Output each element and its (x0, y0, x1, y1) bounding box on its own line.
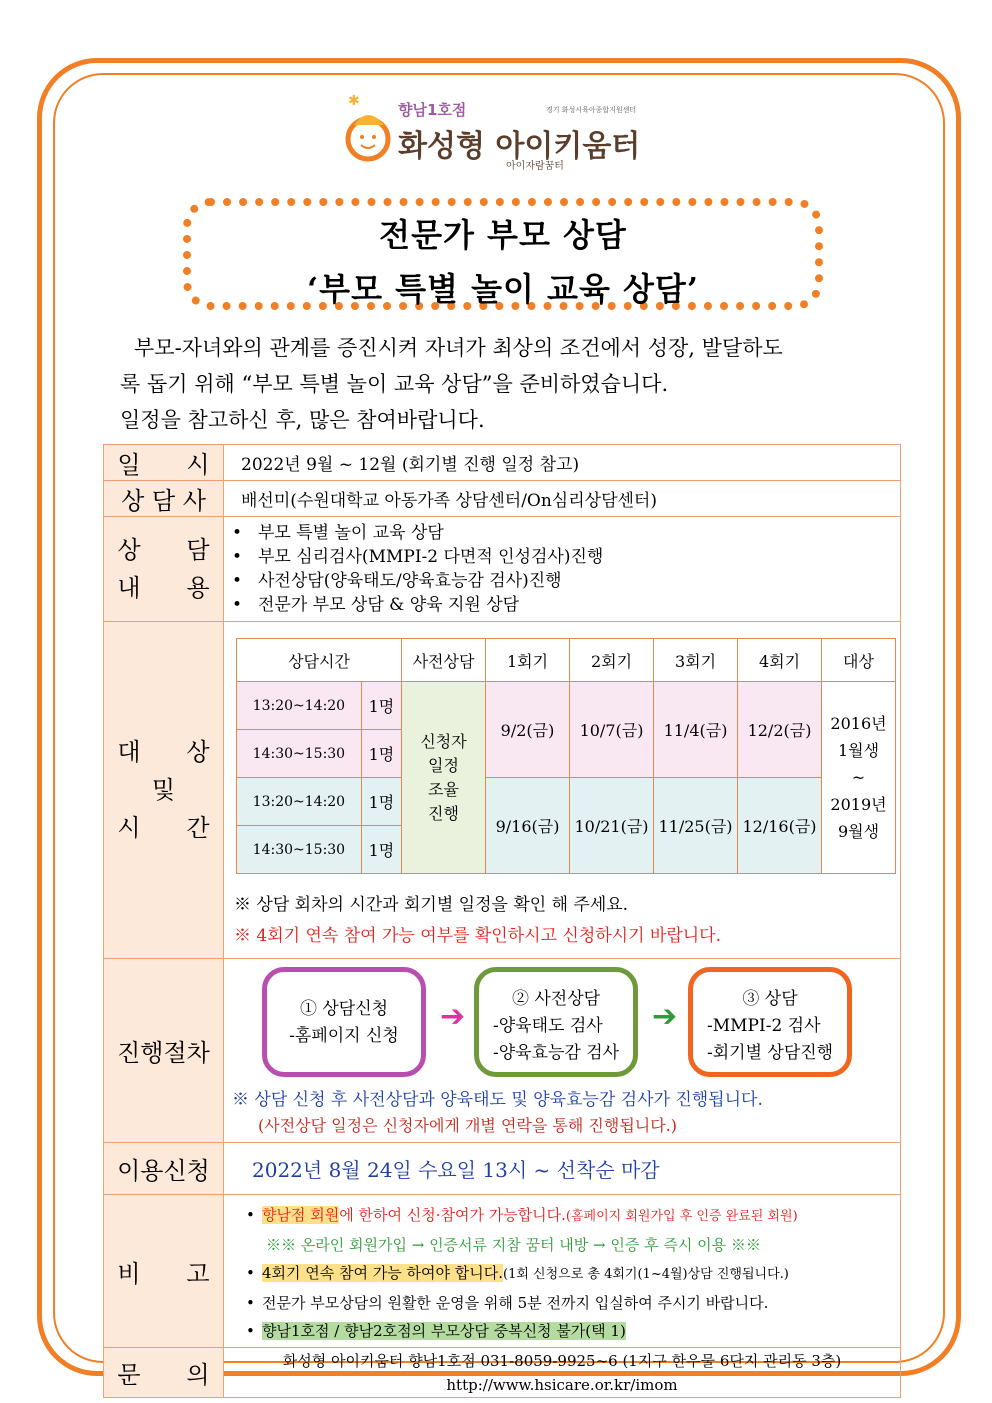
content-label-2: 내 용 (117, 574, 210, 602)
process-label: 진행절차 (104, 959, 224, 1143)
content-label (104, 517, 224, 622)
counselor-label: 상 담 사 (104, 481, 224, 517)
remark-highlight: 향남점 회원 (262, 1206, 340, 1224)
date-value: 2022년 9월 ~ 12월 (회기별 진행 일정 참고) (224, 445, 901, 481)
process-cell (224, 959, 901, 1143)
group2-session-4: 12/16(금) (738, 778, 822, 874)
group2-session-3: 11/25(금) (654, 778, 738, 874)
logo-branch: 향남1호점 (398, 101, 467, 119)
header-session-2: 2회기 (570, 639, 654, 682)
schedule-table (236, 638, 896, 874)
logo-name: 화성형 아이키움터 (398, 129, 641, 164)
time-slot: 14:30~15:30 (237, 730, 362, 778)
schedule-cell (224, 622, 901, 959)
contact-cell (224, 1348, 901, 1398)
step-3-box (688, 967, 852, 1077)
step-2-line: -양육효능감 검사 (493, 1042, 620, 1063)
remark-small: (홈페이지 회원가입 후 인증 완료된 회원) (565, 1209, 798, 1224)
target-label-2: 및 (151, 776, 176, 804)
step-1-title: ① 상담신청 (299, 998, 389, 1019)
group1-session-1: 9/2(금) (486, 682, 570, 778)
group2-session-1: 9/16(금) (486, 778, 570, 874)
capacity: 1명 (361, 682, 401, 730)
target-line: 2016년 (830, 714, 887, 733)
header-time: 상담시간 (237, 639, 402, 682)
list-item: • 부모 특별 놀이 교육 상담 (232, 521, 900, 545)
capacity: 1명 (361, 778, 401, 826)
logo-org: 경기 화성시육아종합지원센터 (546, 106, 637, 114)
group1-session-4: 12/2(금) (738, 682, 822, 778)
header-session-1: 1회기 (486, 639, 570, 682)
remark-item: ※※ 온라인 회원가입 → 인증서류 지참 꿈터 내방 → 인증 후 즉시 이용 ※※ (266, 1236, 761, 1254)
header-target: 대상 (822, 639, 896, 682)
pre-consult-line: 조율 (428, 779, 459, 799)
content-list (224, 517, 900, 621)
list-item: • 사전상담(양육태도/양육효능감 검사)진행 (232, 569, 900, 593)
pre-consult-line: 진행 (428, 803, 459, 823)
pre-consult-line: 일정 (428, 755, 459, 775)
process-flow (224, 961, 900, 1141)
intro-line-3: 일정을 참고하신 후, 많은 참여바랍니다. (120, 408, 485, 432)
target-line: 1월생 (837, 741, 880, 760)
step-3-line: -회기별 상담진행 (707, 1042, 834, 1063)
header-session-3: 3회기 (654, 639, 738, 682)
counselor-value: 배선미(수원대학교 아동가족 상담센터/On심리상담센터) (224, 481, 901, 517)
pre-consult-cell (402, 682, 486, 874)
intro-text (112, 330, 902, 438)
header-session-4: 4회기 (738, 639, 822, 682)
schedule-note-2: ※ 4회기 연속 참여 가능 여부를 확인하시고 신청하시기 바랍니다. (234, 926, 721, 946)
process-note-1: ※ 상담 신청 후 사전상담과 양육태도 및 양육효능감 검사가 진행됩니다. (232, 1089, 763, 1110)
step-3-title: ③ 상담 (742, 988, 798, 1009)
group2-session-2: 10/21(금) (570, 778, 654, 874)
remarks-label: 비 고 (104, 1195, 224, 1348)
group1-session-3: 11/4(금) (654, 682, 738, 778)
svg-text:✱: ✱ (348, 95, 360, 109)
step-3-line: -MMPI-2 검사 (707, 1015, 821, 1036)
time-slot: 14:30~15:30 (237, 826, 362, 874)
target-line: 9월생 (837, 822, 880, 841)
target-line: 2019년 (830, 795, 887, 814)
schedule-note-1: ※ 상담 회차의 시간과 회기별 일정을 확인 해 주세요. (234, 895, 629, 915)
pre-consult-line: 신청자 (420, 731, 467, 751)
arrow-right-icon: ➔ (440, 998, 466, 1034)
group1-session-2: 10/7(금) (570, 682, 654, 778)
arrow-right-icon: ➔ (652, 998, 678, 1034)
apply-value: 2022년 8월 24일 수요일 13시 ~ 선착순 마감 (224, 1143, 901, 1195)
remark-item (246, 1317, 900, 1345)
contact-label: 문 의 (104, 1348, 224, 1398)
page-title: 전문가 부모 상담 (379, 216, 627, 254)
step-2-title: ② 사전상담 (511, 988, 601, 1009)
info-table (103, 444, 901, 1398)
page-subtitle: ‘부모 특별 놀이 교육 상담’ (307, 270, 699, 308)
target-label-3: 시 간 (117, 814, 210, 842)
list-item: • 전문가 부모 상담 & 양육 지원 상담 (232, 593, 900, 617)
time-slot: 13:20~14:20 (237, 778, 362, 826)
remark-item (246, 1259, 900, 1289)
step-1-box (262, 967, 426, 1077)
intro-line-2: 록 돕기 위해 “부모 특별 놀이 교육 상담”을 준비하였습니다. (120, 372, 669, 396)
capacity: 1명 (361, 730, 401, 778)
remarks-list (224, 1195, 901, 1348)
apply-label: 이용신청 (104, 1143, 224, 1195)
step-2-line: -양육태도 검사 (493, 1015, 603, 1036)
process-note-2: (사전상담 일정은 신청자에게 개별 연락을 통해 진행됩니다.) (258, 1115, 678, 1135)
remark-text: 에 한하여 신청·참여가 가능합니다. (339, 1206, 566, 1224)
intro-line-1: 부모-자녀와의 관계를 증진시켜 자녀가 최상의 조건에서 성장, 발달하도 (134, 336, 783, 360)
step-1-line: -홈페이지 신청 (289, 1025, 399, 1046)
step-2-box (474, 967, 638, 1077)
content-list-cell (224, 517, 901, 622)
target-label (104, 622, 224, 959)
list-item: • 부모 심리검사(MMPI-2 다면적 인성검사)진행 (232, 545, 900, 569)
target-label-1: 대 상 (117, 738, 210, 766)
target-line: ~ (851, 768, 866, 787)
date-label: 일 시 (104, 445, 224, 481)
remark-item (246, 1201, 900, 1231)
capacity: 1명 (361, 826, 401, 874)
remark-highlight: 4회기 연속 참여 가능 하여야 합니다. (262, 1264, 504, 1282)
contact-url[interactable]: http://www.hsicare.or.kr/imom (446, 1375, 678, 1394)
target-cell (822, 682, 896, 874)
logo-sub: 아이자람꿈터 (506, 161, 564, 172)
remark-small: (1회 신청으로 총 4회기(1~4월)상담 진행됩니다.) (503, 1267, 789, 1282)
remark-item: • 전문가 부모상담의 원활한 운영을 위해 5분 전까지 입실하여 주시기 바랍니다. (246, 1289, 900, 1317)
header-pre: 사전상담 (402, 639, 486, 682)
logo (340, 95, 660, 175)
content-label-1: 상 담 (117, 536, 210, 564)
time-slot: 13:20~14:20 (237, 682, 362, 730)
remark-highlight: 향남1호점 / 향남2호점의 부모상담 중복신청 불가(택 1) (262, 1322, 626, 1340)
contact-info: 화성형 아이키움터 향남1호점 031-8059-9925~6 (1지구 한우물 6단지 관리동 3층) (282, 1351, 842, 1370)
